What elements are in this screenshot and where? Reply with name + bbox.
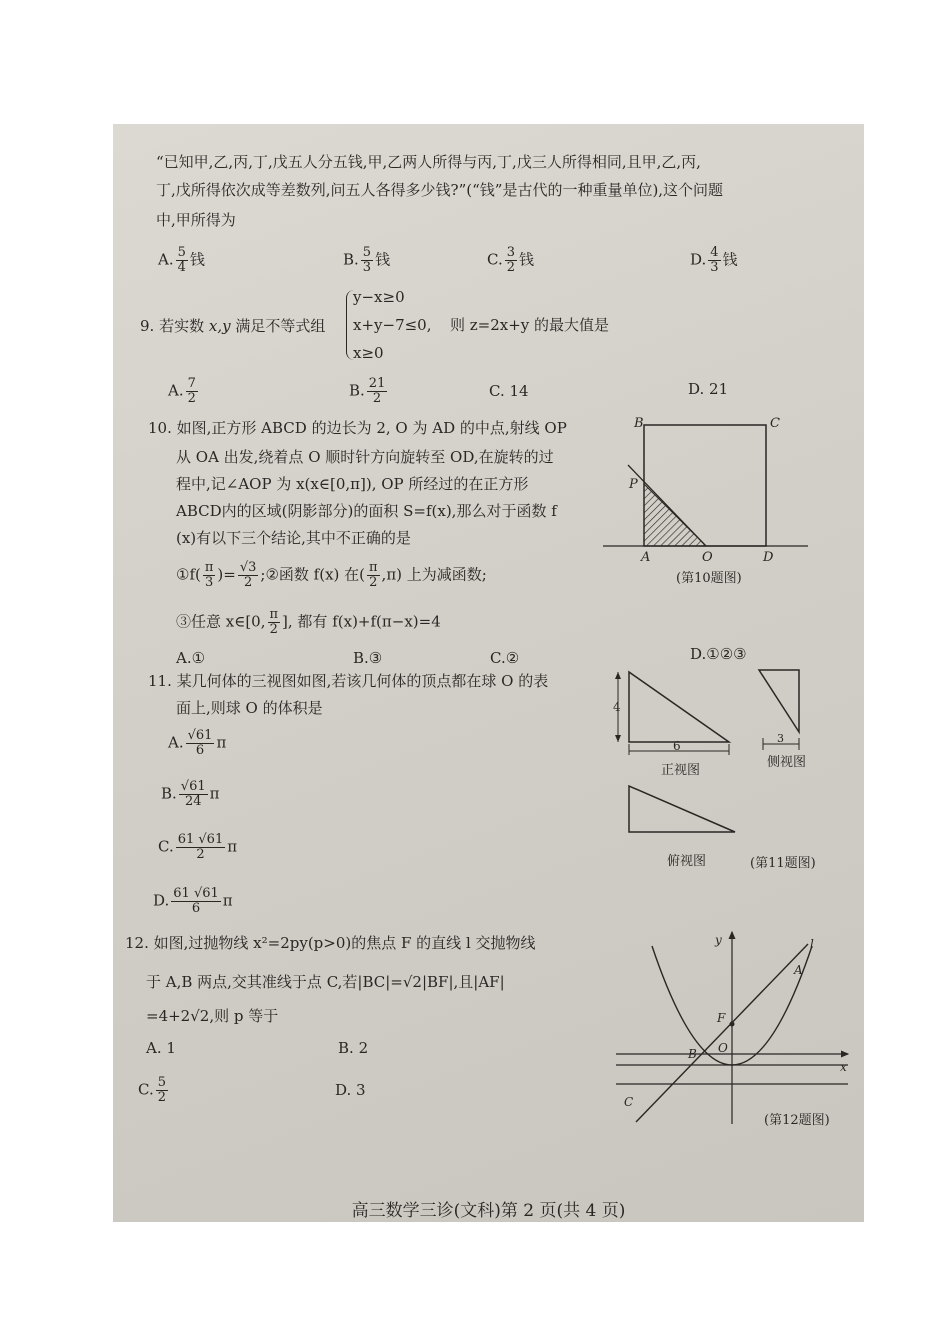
q12-line-1: 12. 如图,过抛物线 x²=2py(p>0)的焦点 F 的直线 l 交抛物线 [125,934,536,952]
q10-conclusion-3: ③任意 x∈[0, $\frac{\pi}{2}$ ], 都有 f(x)+f(π−x)=4 [176,607,441,637]
q9-stem-suffix: 则 z=2x+y 的最大值是 [450,316,610,334]
q10-option-d: D.①②③ [690,645,747,663]
q11-dim-front-width: 6 [673,739,681,753]
exam-page [113,124,864,1222]
q11-height-arrow-top [615,672,621,679]
q9-option-d: D. 21 [688,380,729,398]
q11-height-arrow-bottom [615,735,621,742]
q11-side-label: 侧视图 [767,755,807,770]
q12-label-x: x [840,1060,847,1074]
q12-line-3: =4+2√2,则 p 等于 [146,1007,279,1025]
q10-option-a: A.① [176,649,206,667]
q8-option-c: C. $\frac{3}{2}$ 钱 [487,245,535,275]
q9-option-c: C. 14 [489,382,529,400]
q11-option-c: C. $\frac{61 √61}{2}$ π [158,832,238,862]
q12-figure [608,924,858,1144]
q12-line-2: 于 A,B 两点,交其准线于点 C,若|BC|=√2|BF|,且|AF| [146,973,505,991]
q11-option-a: A. $\frac{√61}{6}$ π [168,728,227,758]
q11-top-label: 俯视图 [667,854,707,869]
q10-line-5: (x)有以下三个结论,其中不正确的是 [176,529,411,547]
q8-option-b: B. $\frac{5}{3}$ 钱 [343,245,391,275]
q12-line-l [636,944,808,1122]
q9-option-a: A. $\frac{7}{2}$ [168,376,196,406]
q10-label-o: O [702,550,713,565]
q11-front-label: 正视图 [661,763,701,778]
q10-line-2: 从 OA 出发,绕着点 O 顺时针方向旋转至 OD,在旋转的过 [176,448,554,466]
q8-option-a: A. $\frac{5}{4}$ 钱 [158,245,205,275]
q12-option-d: D. 3 [335,1081,366,1099]
q10-line-3: 程中,记∠AOP 为 x(x∈[0,π]), OP 所经过的在正方形 [176,475,529,493]
q12-caption: (第12题图) [764,1113,830,1128]
q9-ineq-3: x≥0 [353,344,384,362]
q11-line-1: 11. 某几何体的三视图如图,若该几何体的顶点都在球 O 的表 [148,672,549,690]
q10-label-a: A [641,550,651,565]
q12-label-c: C [624,1095,634,1109]
q10-line-1: 10. 如图,正方形 ABCD 的边长为 2, O 为 AD 的中点,射线 OP [148,419,567,437]
q9-option-b: B. $\frac{21}{2}$ [349,376,386,406]
q10-option-c: C.② [490,649,520,667]
q11-top-view [629,786,735,832]
q10-label-d: D [763,550,774,565]
q8-option-d: D. $\frac{4}{3}$ 钱 [690,245,738,275]
q11-dim-height: 4 [613,700,621,714]
q8-line-3: 中,甲所得为 [156,211,236,229]
q8-line-2: 丁,戊所得依次成等差数列,问五人各得多少钱?”(“钱”是古代的一种重量单位),这个问题 [156,181,724,199]
q9-stem-prefix: 9. 若实数 x,y 满足不等式组 [140,317,326,335]
q12-label-a: A [794,963,803,977]
q12-label-o: O [718,1041,728,1055]
q11-option-b: B. $\frac{√61}{24}$ π [161,779,220,809]
q10-conclusion-1-2: ①f( $\frac{\pi}{3}$ )= $\frac{√3}{2}$ ;②函数 f(x) 在( $\frac{\pi}{2}$ ,π) 上为减函数; [176,560,487,590]
q12-option-a: A. 1 [146,1039,176,1057]
q10-caption: (第10题图) [676,571,742,586]
q10-label-b: B [634,416,644,431]
q10-figure [598,410,813,590]
q11-line-2: 面上,则球 O 的体积是 [176,699,323,717]
q11-front-view [629,672,729,742]
q10-label-c: C [770,416,780,431]
q8-line-1: “已知甲,乙,丙,丁,戊五人分五钱,甲,乙两人所得与丙,丁,戊三人所得相同,且甲,乙,丙, [156,153,701,171]
q12-label-f: F [717,1011,726,1025]
q11-figure [603,662,823,876]
q11-side-view [759,670,799,732]
q11-dim-side-width: 3 [777,732,784,745]
q10-line-4: ABCD内的区域(阴影部分)的面积 S=f(x),那么对于函数 f [176,502,557,520]
page-footer: 高三数学三诊(文科)第 2 页(共 4 页) [351,1201,626,1221]
q11-caption: (第11题图) [750,856,816,871]
q12-label-y: y [715,933,722,947]
q9-ineq-2: x+y−7≤0, [353,316,432,334]
q9-ineq-1: y−x≥0 [353,288,405,306]
q12-focus-point [730,1022,735,1027]
q12-option-b: B. 2 [338,1039,369,1057]
q11-option-d: D. $\frac{61 √61}{6}$ π [153,886,233,916]
q10-label-p: P [629,477,638,492]
q12-label-b: B [688,1047,697,1061]
q10-option-b: B.③ [353,649,383,667]
q12-label-l: l [810,937,814,951]
q12-option-c: C. $\frac{5}{2}$ [138,1075,166,1105]
